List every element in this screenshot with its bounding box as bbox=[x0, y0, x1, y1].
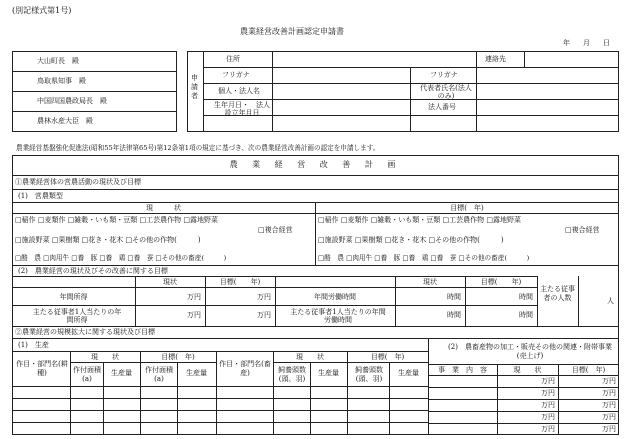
output-label-2: 生産量 bbox=[186, 369, 207, 377]
crop-col-label: 作目・部門名(耕 種) bbox=[16, 360, 75, 377]
crops-current-row1[interactable]: □稲作 □麦類作 □雑穀・いも類・豆類 □工芸農作物 □露地野菜 bbox=[15, 216, 218, 224]
biz-target-unit-2[interactable]: 万円 bbox=[602, 389, 616, 397]
date-year: 年 bbox=[563, 39, 570, 47]
name-field[interactable] bbox=[276, 85, 406, 97]
crop-target-header: 目標( 年) bbox=[450, 204, 484, 212]
section1-sub1: (1) 営農類型 bbox=[18, 192, 63, 200]
statement: 農業経営基盤強化促進法(昭和55年法律第65号)第12条第1項の規定に基づき、次の農業経営改善計画の認定を申請します。 bbox=[16, 144, 380, 152]
crops-current-row2[interactable]: □施設野菜 □果樹類 □花き・花木 □その他の作物( ) bbox=[15, 236, 201, 244]
biz-current-unit-3[interactable]: 万円 bbox=[541, 401, 555, 409]
date-month: 月 bbox=[583, 39, 590, 47]
output-label-1: 生産量 bbox=[111, 369, 132, 377]
per-worker-hours-target-unit[interactable]: 時間 bbox=[519, 311, 533, 319]
corp-no-label: 法人番号 bbox=[428, 103, 456, 111]
prod-target-header-1: 目標( 年) bbox=[161, 353, 195, 361]
date-day: 日 bbox=[603, 39, 610, 47]
per-worker-income-target-unit[interactable]: 万円 bbox=[257, 311, 271, 319]
crops-target-row2[interactable]: □施設野菜 □果樹類 □花き・花木 □その他の作物( ) bbox=[318, 236, 504, 244]
crops-target-mixed[interactable]: □複合経営 bbox=[565, 226, 600, 234]
section2-sub1: (1) 生産 bbox=[18, 341, 49, 349]
annual-hours-target-unit[interactable]: 時間 bbox=[519, 293, 533, 301]
addressee-1: 大山町長 殿 bbox=[37, 57, 79, 65]
per-worker-hours-label: 主たる従事者1人当たりの年間労働時間 bbox=[290, 308, 386, 324]
main-workers-label: 主たる従事者の人数 bbox=[540, 285, 575, 302]
biz-current-unit-5[interactable]: 万円 bbox=[541, 425, 555, 433]
address-field[interactable] bbox=[276, 53, 472, 65]
mgmt-current-header-2: 現状 bbox=[423, 278, 437, 286]
birth-label: 生年月日・ 法人設立年月日 bbox=[214, 101, 270, 117]
main-workers-unit[interactable]: 人 bbox=[607, 297, 614, 305]
name-label: 個人・法人名 bbox=[218, 87, 260, 95]
furigana-label-1: フリガナ bbox=[222, 71, 250, 79]
per-worker-hours-current-unit[interactable]: 時間 bbox=[447, 311, 461, 319]
applicant-side-label: 申請者 bbox=[191, 74, 198, 100]
crops-current-row3[interactable]: □酪 農 □肉用牛 □養 豚 □養 鶏 □養 蚕 □その他の畜産( ) bbox=[15, 254, 227, 262]
contact-field[interactable] bbox=[527, 53, 615, 65]
biz-target-header: 目標( 年) bbox=[571, 366, 606, 374]
biz-current-header: 現 状 bbox=[513, 366, 542, 374]
addressee-3: 中国四国農政局長 殿 bbox=[37, 97, 107, 105]
addressee-2: 鳥取県知事 殿 bbox=[37, 77, 86, 85]
annual-hours-label: 年間労働時間 bbox=[314, 293, 356, 301]
addressee-4: 農林水産大臣 殿 bbox=[37, 117, 93, 125]
annual-income-current-unit[interactable]: 万円 bbox=[187, 293, 201, 301]
birth-field[interactable] bbox=[276, 101, 406, 113]
area-label-2: 作付面積(a) bbox=[145, 366, 173, 383]
crop-current-header: 現 状 bbox=[146, 204, 181, 212]
annual-income-target-unit[interactable]: 万円 bbox=[257, 293, 271, 301]
crops-target-row1[interactable]: □稲作 □麦類作 □雑穀・いも類・豆類 □工芸農作物 □露地野菜 bbox=[318, 216, 521, 224]
biz-target-unit-5[interactable]: 万円 bbox=[602, 425, 616, 433]
heads-label-1: 飼養頭数(頭、羽) bbox=[278, 366, 306, 383]
mgmt-target-header-2: 目標( 年) bbox=[480, 278, 522, 286]
per-worker-income-label: 主たる従事者1人当たりの年間所得 bbox=[32, 308, 122, 324]
plan-title: 農 業 経 営 改 善 計 画 bbox=[229, 160, 402, 169]
biz-target-unit-4[interactable]: 万円 bbox=[602, 413, 616, 421]
biz-content-header: 事 業 内 容 bbox=[438, 366, 487, 374]
rep-name-field[interactable] bbox=[480, 85, 615, 97]
corp-no-field[interactable] bbox=[480, 101, 615, 113]
rep-name-label: 代表者氏名(法人のみ) bbox=[420, 84, 472, 100]
prod-target-header-2: 目標( 年) bbox=[370, 353, 405, 361]
section1-sub2: (2) 農業経営の現状及びその改善に関する目標 bbox=[18, 267, 168, 275]
biz-current-unit-2[interactable]: 万円 bbox=[541, 389, 555, 397]
form-id: (別記様式第1号) bbox=[12, 6, 72, 15]
annual-income-label: 年間所得 bbox=[59, 293, 88, 301]
output-label-3: 生産量 bbox=[318, 369, 339, 377]
mgmt-target-header-1: 目標( 年) bbox=[219, 278, 261, 286]
biz-target-unit-1[interactable]: 万円 bbox=[602, 377, 616, 385]
area-label-1: 作付面積(a) bbox=[73, 366, 101, 383]
biz-current-unit-1[interactable]: 万円 bbox=[541, 377, 555, 385]
page-title: 農業経営改善計画認定申請書 bbox=[240, 27, 344, 36]
annual-hours-current-unit[interactable]: 時間 bbox=[447, 293, 461, 301]
section2-sub2: (2) 農畜産物の加工・販売その他の関連・附帯事業(売上げ) bbox=[448, 343, 612, 360]
crops-target-row3[interactable]: □酪 農 □肉用牛 □養 豚 □養 鶏 □養 蚕 □その他の畜産( ) bbox=[318, 254, 530, 262]
output-label-4: 生産量 bbox=[398, 369, 419, 377]
prod-current-header-2: 現 状 bbox=[296, 353, 324, 361]
per-worker-income-current-unit[interactable]: 万円 bbox=[187, 311, 201, 319]
section1-heading: ①農業経営体の営農活動の現状及び目標 bbox=[15, 178, 141, 186]
address-label: 住所 bbox=[226, 55, 240, 63]
biz-target-unit-3[interactable]: 万円 bbox=[602, 401, 616, 409]
livestock-col-label: 作目・部門名(畜 産) bbox=[219, 360, 278, 377]
furigana-label-2: フリガナ bbox=[430, 71, 458, 79]
heads-label-2: 飼養頭数(頭、羽) bbox=[355, 366, 383, 383]
mgmt-current-header-1: 現状 bbox=[163, 278, 177, 286]
crops-current-mixed[interactable]: □複合経営 bbox=[258, 226, 293, 234]
section2-heading: ②農業経営の規模拡大に関する現状及び目標 bbox=[15, 328, 155, 336]
biz-current-unit-4[interactable]: 万円 bbox=[541, 413, 555, 421]
prod-current-header-1: 現 状 bbox=[91, 353, 119, 361]
contact-label: 連絡先 bbox=[485, 55, 506, 63]
